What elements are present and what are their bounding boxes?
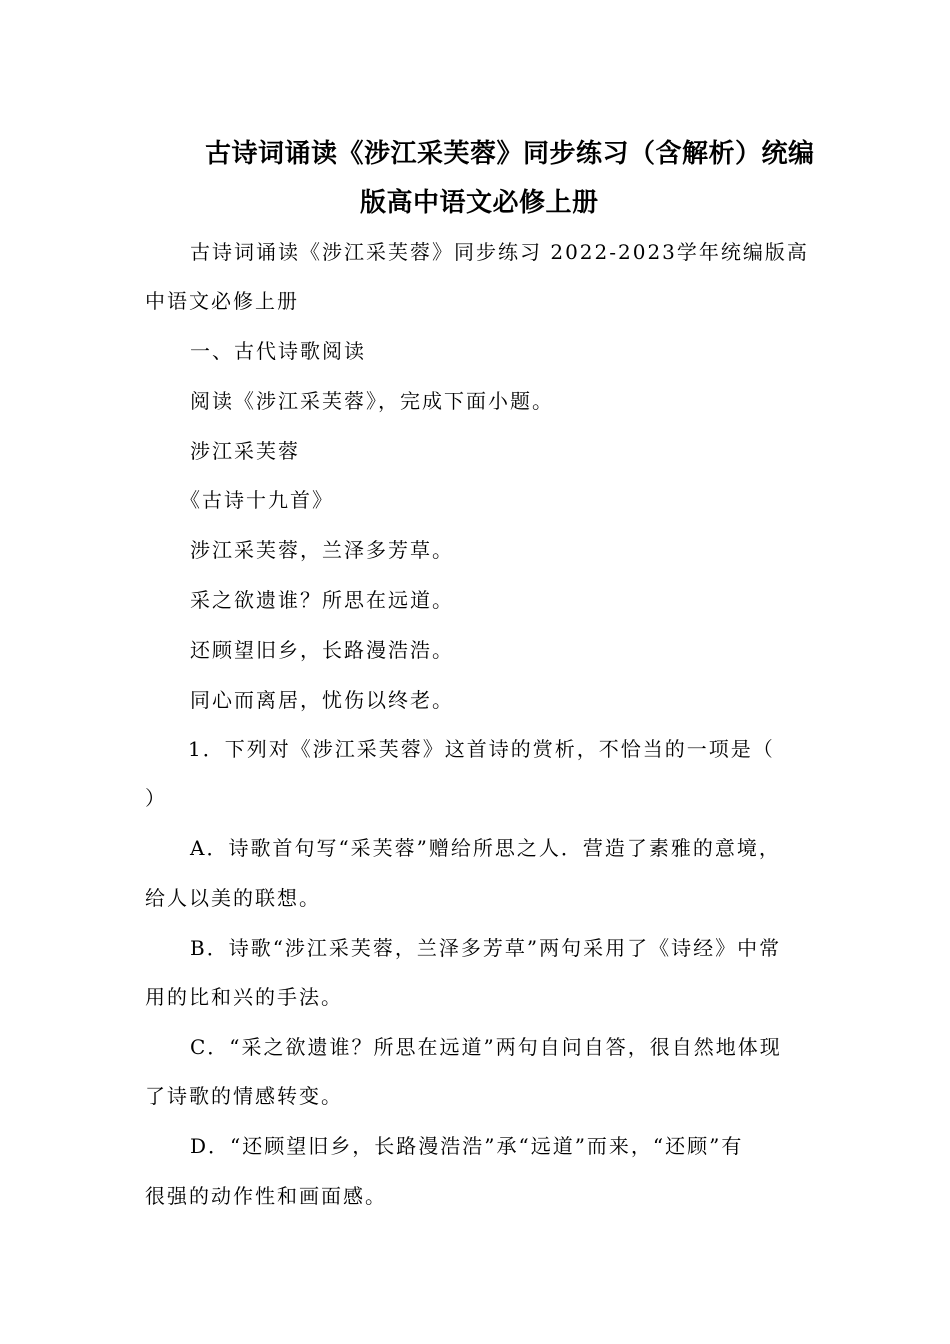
option-c-line-1: C．“采之欲遗谁？所思在远道”两句自问自答，很自然地体现 — [190, 1035, 782, 1059]
option-d-line-1: D．“还顾望旧乡，长路漫浩浩”承“远道”而来，“还顾”有 — [190, 1134, 744, 1158]
option-a-line-1: A．诗歌首句写“采芙蓉”赠给所思之人．营造了素雅的意境， — [190, 836, 781, 860]
document-title-line-2: 版高中语文必修上册 — [360, 188, 599, 218]
intro-text-line-2: 中语文必修上册 — [145, 289, 299, 313]
section-heading: 一、古代诗歌阅读 — [190, 339, 366, 363]
poem-source: 《古诗十九首》 — [180, 488, 334, 512]
question-stem-line-2: ） — [145, 786, 167, 810]
option-b-line-2: 用的比和兴的手法。 — [145, 985, 343, 1009]
poem-line: 同心而离居，忧伤以终老。 — [190, 688, 454, 712]
poem-line: 涉江采芙蓉，兰泽多芳草。 — [190, 538, 454, 562]
option-d-line-2: 很强的动作性和画面感。 — [145, 1184, 387, 1208]
poem-title: 涉江采芙蓉 — [190, 439, 300, 463]
option-b-line-1: B．诗歌“涉江采芙蓉，兰泽多芳草”两句采用了《诗经》中常 — [190, 936, 782, 960]
poem-line: 还顾望旧乡，长路漫浩浩。 — [190, 638, 454, 662]
option-c-line-2: 了诗歌的情感转变。 — [145, 1084, 343, 1108]
intro-text-line-1: 古诗词诵读《涉江采芙蓉》同步练习 2022-2023学年统编版高 — [190, 240, 809, 264]
option-a-line-2: 给人以美的联想。 — [145, 886, 321, 910]
document-title-line-1: 古诗词诵读《涉江采芙蓉》同步练习（含解析）统编 — [205, 139, 815, 169]
reading-instruction: 阅读《涉江采芙蓉》，完成下面小题。 — [190, 389, 554, 413]
poem-line: 采之欲遗谁？所思在远道。 — [190, 588, 454, 612]
question-stem-line-1: 1．下列对《涉江采芙蓉》这首诗的赏析，不恰当的一项是（ — [188, 737, 775, 761]
